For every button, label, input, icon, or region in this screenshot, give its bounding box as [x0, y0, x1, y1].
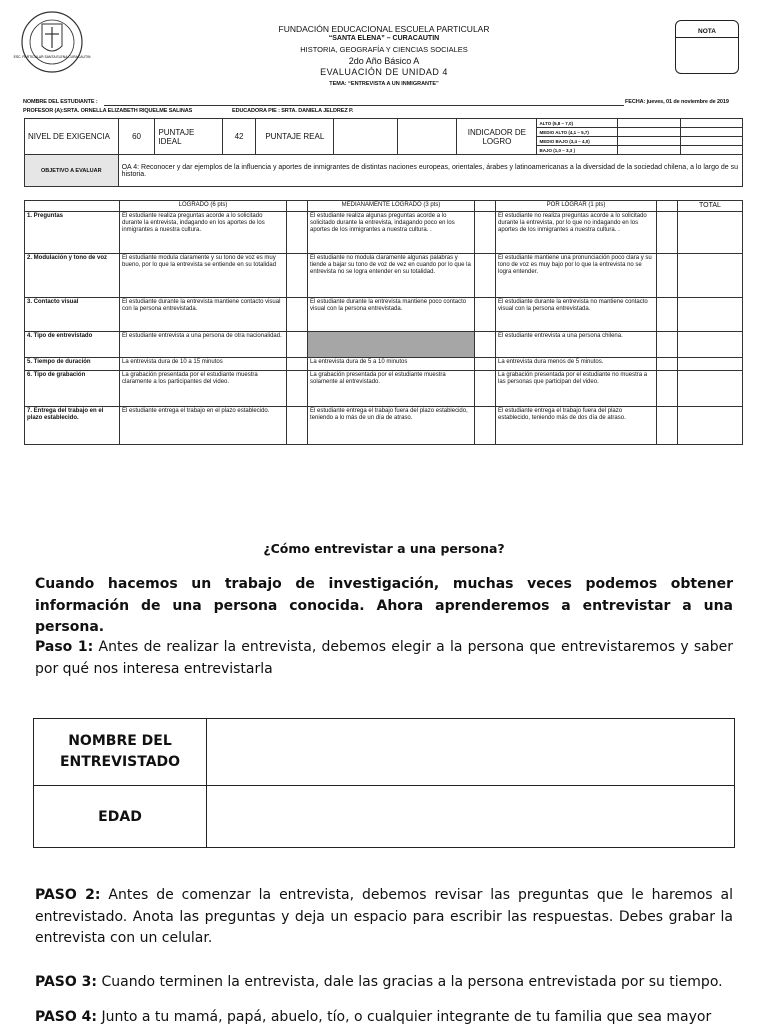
- paso2-paragraph: [35, 885, 733, 950]
- subject-name: HISTORIA, GEOGRAFÍA Y CIENCIAS SOCIALES: [300, 45, 468, 54]
- logrado-cell: La grabación presentada por el estudiante muestra claramente a los participantes del video.: [120, 371, 287, 407]
- paso3-text: Cuando terminen la entrevista, dale las gracias a la persona entrevistada por su tiempo.: [97, 974, 723, 990]
- criterion-cell: 6. Tipo de grabación: [25, 371, 120, 407]
- paso4-label: PASO 4:: [35, 1009, 98, 1025]
- score-cell[interactable]: [287, 332, 308, 358]
- paso1-label: Paso 1:: [35, 639, 94, 655]
- table-row: [25, 332, 743, 358]
- rubric-header-por: POR LOGRAR (1 pts): [496, 201, 657, 212]
- score-cell[interactable]: [657, 298, 678, 332]
- teacher-label: PROFESOR (A):SRTA. ORNELLA ELIZABETH RIQUELME SALINAS: [23, 108, 193, 114]
- medio-cell: El estudiante no modula claramente algunas palabras y tiende a bajar su tono de voz de vez en cuando por lo que la entrevista no se logra entender en su totalidad.: [308, 254, 475, 298]
- paso1-text: Antes de realizar la entrevista, debemos elegir a la persona que entrevistaremos y saber por qué nos interesa entrevistarla: [35, 639, 733, 677]
- criterion-cell: 5. Tiempo de duración: [25, 358, 120, 371]
- nivel-value: 60: [118, 119, 155, 155]
- score-cell[interactable]: [475, 358, 496, 371]
- guide-intro: Cuando hacemos un trabajo de investigación, muchas veces podemos obtener información de una persona conocida. Ahora aprenderemos a entrevistar a una persona.: [35, 576, 733, 636]
- rubric-header-score-2: [475, 201, 496, 212]
- score-cell[interactable]: [475, 298, 496, 332]
- interviewee-name-label: NOMBRE DEL ENTREVISTADO: [34, 719, 207, 786]
- criterion-cell: 4. Tipo de entrevistado: [25, 332, 120, 358]
- guide-title: ¿Cómo entrevistar a una persona?: [263, 541, 505, 556]
- level-medio-bajo-extra[interactable]: [681, 137, 743, 146]
- puntaje-real-value[interactable]: [334, 119, 397, 155]
- logrado-cell: La entrevista dura de 10 a 15 minutos: [120, 358, 287, 371]
- criterion-cell: 2. Modulación y tono de voz: [25, 254, 120, 298]
- score-cell[interactable]: [475, 212, 496, 254]
- theme-label: TEMA: “ENTREVISTA A UN INMIGRANTE”: [329, 81, 439, 87]
- level-alto: ALTO (5,8 – 7,0): [537, 119, 618, 128]
- level-medio-alto-check[interactable]: [618, 128, 681, 137]
- score-cell[interactable]: [287, 358, 308, 371]
- score-table: [24, 118, 743, 187]
- rubric-header-total: TOTAL: [678, 201, 743, 212]
- level-medio-alto: MEDIO ALTO (4,1 – 5,7): [537, 128, 618, 137]
- medio-cell-empty: [308, 332, 475, 358]
- total-cell[interactable]: [678, 358, 743, 371]
- table-row: [25, 358, 743, 371]
- indicador-label: INDICADOR DE LOGRO: [457, 119, 537, 155]
- score-cell[interactable]: [657, 358, 678, 371]
- score-cell[interactable]: [287, 371, 308, 407]
- table-row: [25, 254, 743, 298]
- score-cell[interactable]: [475, 371, 496, 407]
- level-alto-extra[interactable]: [681, 119, 743, 128]
- interviewee-age-field[interactable]: [207, 786, 735, 848]
- logrado-cell: El estudiante durante la entrevista mantiene contacto visual con la persona entrevistada.: [120, 298, 287, 332]
- objetivo-text: OA 4: Reconocer y dar ejemplos de la influencia y aportes de inmigrantes de distintas naciones europeas, orientales, árabes y latinoamericanas a la diversidad de la sociedad chilena, a lo largo de su historia.: [118, 155, 742, 187]
- score-cell[interactable]: [657, 212, 678, 254]
- level-bajo-check[interactable]: [618, 146, 681, 155]
- level-bajo-extra[interactable]: [681, 146, 743, 155]
- por-cell: La entrevista dura menos de 5 minutos.: [496, 358, 657, 371]
- nota-label: NOTA: [676, 28, 738, 38]
- total-cell[interactable]: [678, 407, 743, 445]
- medio-cell: El estudiante durante la entrevista mantiene poco contacto visual con la persona entrevistada.: [308, 298, 475, 332]
- objetivo-label: OBJETIVO A EVALUAR: [25, 155, 119, 187]
- foundation-name: FUNDACIÓN EDUCACIONAL ESCUELA PARTICULAR: [278, 24, 490, 34]
- interviewee-age-label: EDAD: [34, 786, 207, 848]
- puntaje-ideal-value: 42: [222, 119, 255, 155]
- total-cell[interactable]: [678, 332, 743, 358]
- medio-cell: La grabación presentada por el estudiante muestra solamente al entrevistado.: [308, 371, 475, 407]
- school-name: “SANTA ELENA” – CURACAUTIN: [328, 35, 440, 42]
- evaluation-title: EVALUACIÓN DE UNIDAD 4: [320, 67, 448, 77]
- puntaje-ideal-label: PUNTAJE IDEAL: [155, 119, 222, 155]
- student-name-line[interactable]: [104, 105, 624, 106]
- date-label: FECHA: jueves, 01 de noviembre de 2019: [625, 99, 729, 105]
- paso1-paragraph: [35, 637, 733, 680]
- level-medio-bajo-check[interactable]: [618, 137, 681, 146]
- logrado-cell: El estudiante modula claramente y su tono de voz es muy bueno, por lo que la entrevista se entiende en su totalidad: [120, 254, 287, 298]
- logrado-cell: El estudiante entrega el trabajo en el plazo establecido.: [120, 407, 287, 445]
- paso4-text: Junto a tu mamá, papá, abuelo, tío, o cualquier integrante de tu familia que sea mayor: [97, 1009, 712, 1025]
- paso4-paragraph: [35, 1007, 733, 1029]
- interviewee-table: [33, 718, 735, 848]
- table-row: [25, 407, 743, 445]
- paso3-label: PASO 3:: [35, 974, 98, 990]
- score-cell[interactable]: [475, 254, 496, 298]
- paso2-label: PASO 2:: [35, 887, 101, 903]
- spacer-cell: [397, 119, 457, 155]
- paso3-paragraph: [35, 972, 733, 994]
- student-name-label: NOMBRE DEL ESTUDIANTE :: [23, 99, 98, 105]
- grade-label: 2do Año Básico A: [348, 56, 420, 66]
- medio-cell: El estudiante realiza algunas preguntas acorde a lo solicitado durante la entrevista, indagando poco en los aportes de los inmigrantes a nuestra cultura. .: [308, 212, 475, 254]
- score-cell[interactable]: [287, 254, 308, 298]
- level-alto-check[interactable]: [618, 119, 681, 128]
- svg-text:ESC. PARTICULAR SANTA ELENA CU: ESC. PARTICULAR SANTA ELENA CURACAUTIN: [13, 55, 91, 59]
- criterion-cell: 3. Contacto visual: [25, 298, 120, 332]
- level-medio-bajo: MEDIO BAJO (3,4 – 4,0): [537, 137, 618, 146]
- criterion-cell: 1. Preguntas: [25, 212, 120, 254]
- por-cell: El estudiante no realiza preguntas acorde a lo solicitado durante la entrevista, por lo que no indagando en los aportes de los inmigrantes a nuestra cultura. .: [496, 212, 657, 254]
- medio-cell: La entrevista dura de 5 a 10 minutos: [308, 358, 475, 371]
- nivel-label: NIVEL DE EXIGENCIA: [25, 119, 119, 155]
- table-row: [25, 212, 743, 254]
- por-cell: El estudiante entrevista a una persona chilena.: [496, 332, 657, 358]
- rubric-header-score-3: [657, 201, 678, 212]
- rubric-header-score-1: [287, 201, 308, 212]
- level-medio-alto-extra[interactable]: [681, 128, 743, 137]
- rubric-header-criterion: [25, 201, 120, 212]
- score-cell[interactable]: [287, 298, 308, 332]
- grade-box: [675, 20, 739, 74]
- criterion-cell: 7. Entrega del trabajo en el plazo establecido.: [25, 407, 120, 445]
- rubric-table: [24, 200, 743, 445]
- score-cell[interactable]: [657, 332, 678, 358]
- por-cell: El estudiante entrega el trabajo fuera del plazo establecido, teniendo más de dos día de atraso.: [496, 407, 657, 445]
- total-cell[interactable]: [678, 212, 743, 254]
- level-bajo: BAJO (1,0 – 3,3 ): [537, 146, 618, 155]
- logrado-cell: El estudiante entrevista a una persona de otra nacionalidad.: [120, 332, 287, 358]
- score-cell[interactable]: [287, 212, 308, 254]
- paso2-text: Antes de comenzar la entrevista, debemos revisar las preguntas que le haremos al entrevistado. Anota las preguntas y deja un espacio para escribir las respuestas. Debes grabar la entrevista con un celular.: [35, 887, 733, 947]
- rubric-header-medio: MEDIANAMENTE LOGRADO (3 pts): [308, 201, 475, 212]
- por-cell: La grabación presentada por el estudiante no muestra a las personas que participan del video.: [496, 371, 657, 407]
- interviewee-name-field[interactable]: [207, 719, 735, 786]
- logrado-cell: El estudiante realiza preguntas acorde a lo solicitado durante la entrevista, indagando en los aportes de los inmigrantes a nuestra cultura.: [120, 212, 287, 254]
- total-cell[interactable]: [678, 298, 743, 332]
- score-cell[interactable]: [475, 407, 496, 445]
- puntaje-real-label: PUNTAJE REAL: [256, 119, 334, 155]
- por-cell: El estudiante durante la entrevista no mantiene contacto visual con la persona entrevistada.: [496, 298, 657, 332]
- score-cell[interactable]: [475, 332, 496, 358]
- table-row: [25, 298, 743, 332]
- score-cell[interactable]: [657, 371, 678, 407]
- table-row: [25, 371, 743, 407]
- total-cell[interactable]: [678, 254, 743, 298]
- medio-cell: El estudiante entrega el trabajo fuera del plazo establecido, teniendo a lo más de un día de atraso.: [308, 407, 475, 445]
- score-cell[interactable]: [657, 254, 678, 298]
- total-cell[interactable]: [678, 371, 743, 407]
- score-cell[interactable]: [657, 407, 678, 445]
- por-cell: El estudiante mantiene una pronunciación poco clara y su tono de voz es muy bajo por lo que la entrevista no se logra entender.: [496, 254, 657, 298]
- score-cell[interactable]: [287, 407, 308, 445]
- rubric-header-logrado: LOGRADO (6 pts): [120, 201, 287, 212]
- educator-label: EDUCADORA PIE : SRTA. DANIELA JELDREZ P.: [232, 108, 354, 114]
